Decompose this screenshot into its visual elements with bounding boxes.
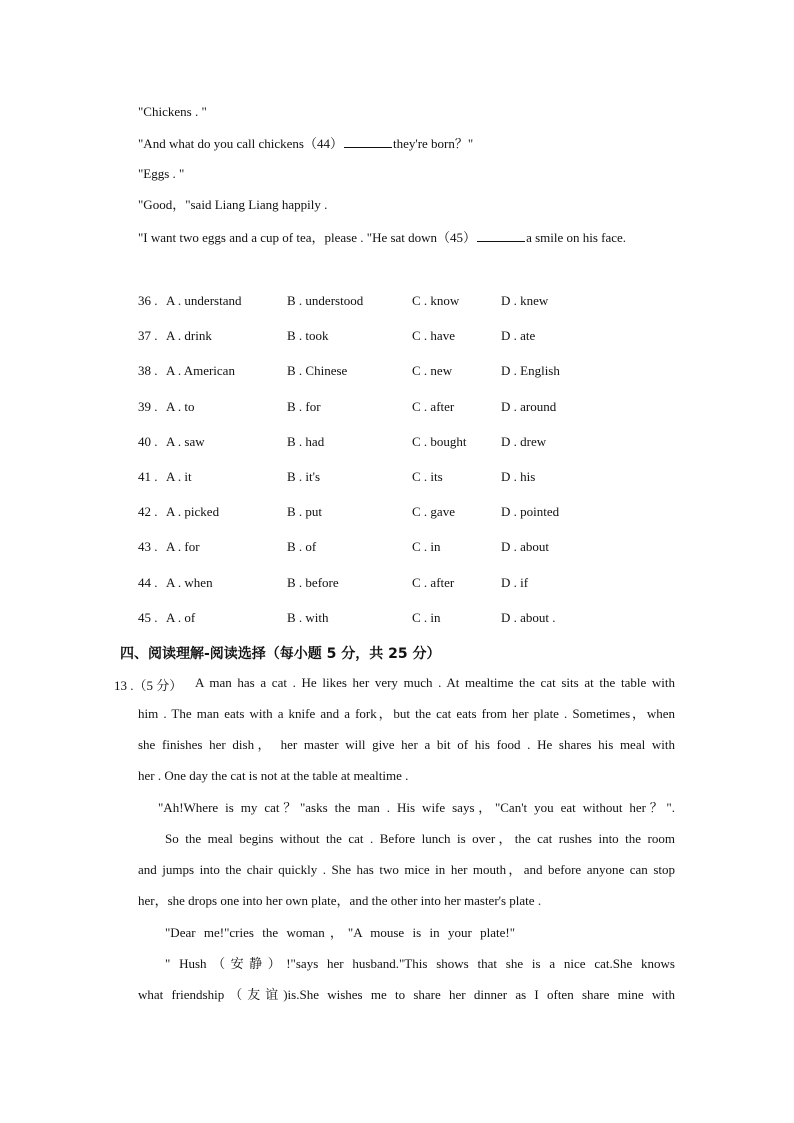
option-b: B . had [287, 434, 325, 449]
option-d: D . English [501, 363, 560, 378]
passage-line: she finishes her dish， her master will give her a bit of his food . He shares his meal with [138, 737, 675, 753]
question-number: 42 . [138, 504, 158, 519]
option-d: D . around [501, 399, 557, 414]
passage-line: her，she drops one into her own plate，and the other into her master's plate . [138, 893, 542, 909]
option-a: A . understand [166, 293, 242, 308]
option-row-40 [138, 434, 698, 450]
dialogue-line-2 [138, 135, 473, 152]
passage-line: her . One day the cat is not at the table at mealtime . [138, 768, 409, 784]
option-d: D . drew [501, 434, 547, 449]
option-row-39 [138, 399, 698, 415]
option-c: C . after [412, 575, 455, 590]
dialogue-line-5 [138, 229, 626, 246]
passage-paragraph-2 [158, 792, 675, 823]
option-c: C . know [412, 293, 460, 308]
option-row-38 [138, 363, 698, 379]
option-c: C . bought [412, 434, 467, 449]
passage-line: "Ah!Where is my cat？"asks the man . His wife says，"Can't you eat without her？". [158, 800, 675, 815]
option-d: D . pointed [501, 504, 560, 519]
passage-line: him . The man eats with a knife and a fork，but the cat eats from her plate . Sometimes，when [138, 706, 675, 721]
option-b: B . took [287, 328, 329, 343]
passage-paragraph-5 [138, 979, 675, 1010]
question-number: 36 . [138, 293, 158, 308]
option-row-36 [138, 293, 698, 309]
option-b: B . Chinese [287, 363, 348, 378]
option-a: A . of [166, 610, 196, 625]
option-c: C . have [412, 328, 455, 343]
passage-line: So the meal begins without the cat . Before lunch is over，the cat rushes into the room [165, 831, 675, 846]
option-a: A . for [166, 539, 200, 554]
dialogue-line-5-end: a smile on his face. [526, 230, 627, 245]
dialogue-line-4: "Good，"said Liang Liang happily . [138, 197, 328, 212]
option-row-45 [138, 610, 698, 626]
dialogue-line-1: "Chickens . " [138, 104, 207, 119]
question-number: 40 . [138, 434, 158, 449]
dialogue-line-2-start: "And what do you call chickens（44） [138, 136, 343, 151]
option-a: A . saw [166, 434, 205, 449]
blank-45 [477, 229, 525, 242]
passage-paragraph-3-first [165, 823, 675, 854]
option-row-41 [138, 469, 698, 485]
option-d: D . about [501, 539, 550, 554]
passage-line: and jumps into the chair quickly . She has two mice in her mouth，and before anyone can stop [138, 862, 675, 877]
question-number: 45 . [138, 610, 158, 625]
option-row-44 [138, 575, 698, 591]
option-a: A . it [166, 469, 192, 484]
option-a: A . drink [166, 328, 212, 343]
option-row-42 [138, 504, 698, 520]
dialogue-line-3: "Eggs . " [138, 166, 185, 181]
dialogue-line-5-start: "I want two eggs and a cup of tea，please . "He sat down（45） [138, 230, 477, 245]
option-d: D . if [501, 575, 529, 590]
question-number: 43 . [138, 539, 158, 554]
passage-line: " Hush（安静）!"says her husband."This shows that she is a nice cat.She knows [165, 956, 675, 971]
question-number: 39 . [138, 399, 158, 414]
question-number: 44 . [138, 575, 158, 590]
option-a: A . picked [166, 504, 220, 519]
option-c: C . in [412, 610, 441, 625]
option-d: D . ate [501, 328, 536, 343]
option-c: C . new [412, 363, 453, 378]
dialogue-line-2-end: they're born？" [392, 136, 474, 151]
option-a: A . to [166, 399, 195, 414]
passage-line: "Dear me!"cries the woman，"A mouse is in your plate!" [165, 925, 515, 940]
option-b: B . it's [287, 469, 321, 484]
passage-paragraph-1 [138, 698, 675, 792]
option-b: B . of [287, 539, 317, 554]
option-row-43 [138, 539, 698, 555]
option-b: B . with [287, 610, 329, 625]
option-b: B . understood [287, 293, 364, 308]
option-c: C . after [412, 399, 455, 414]
question-number: 37 . [138, 328, 158, 343]
passage-paragraph-4 [165, 917, 515, 948]
option-d: D . about . [501, 610, 556, 625]
passage-line: what friendship（友谊)is.She wishes me to share her dinner as I often share mine with [138, 987, 675, 1002]
option-b: B . put [287, 504, 323, 519]
question-number: 41 . [138, 469, 158, 484]
option-c: C . gave [412, 504, 455, 519]
option-b: B . before [287, 575, 339, 590]
passage-paragraph-1-first [195, 667, 675, 698]
passage-line: A man has a cat . He likes her very much . At mealtime the cat sits at the table with [195, 675, 675, 690]
passage-paragraph-5-first [165, 948, 675, 979]
section-title: 四、阅读理解-阅读选择（每小题 5 分，共 25 分） [120, 646, 441, 662]
blank-44 [344, 135, 392, 148]
option-b: B . for [287, 399, 321, 414]
question-number: 38 . [138, 363, 158, 378]
passage-paragraph-3 [138, 854, 675, 916]
option-c: C . in [412, 539, 441, 554]
option-a: A . when [166, 575, 213, 590]
option-d: D . his [501, 469, 536, 484]
option-c: C . its [412, 469, 443, 484]
question-13-number: 13 .（5 分） [114, 678, 183, 693]
option-a: A . American [166, 363, 235, 378]
option-d: D . knew [501, 293, 549, 308]
option-row-37 [138, 328, 698, 344]
